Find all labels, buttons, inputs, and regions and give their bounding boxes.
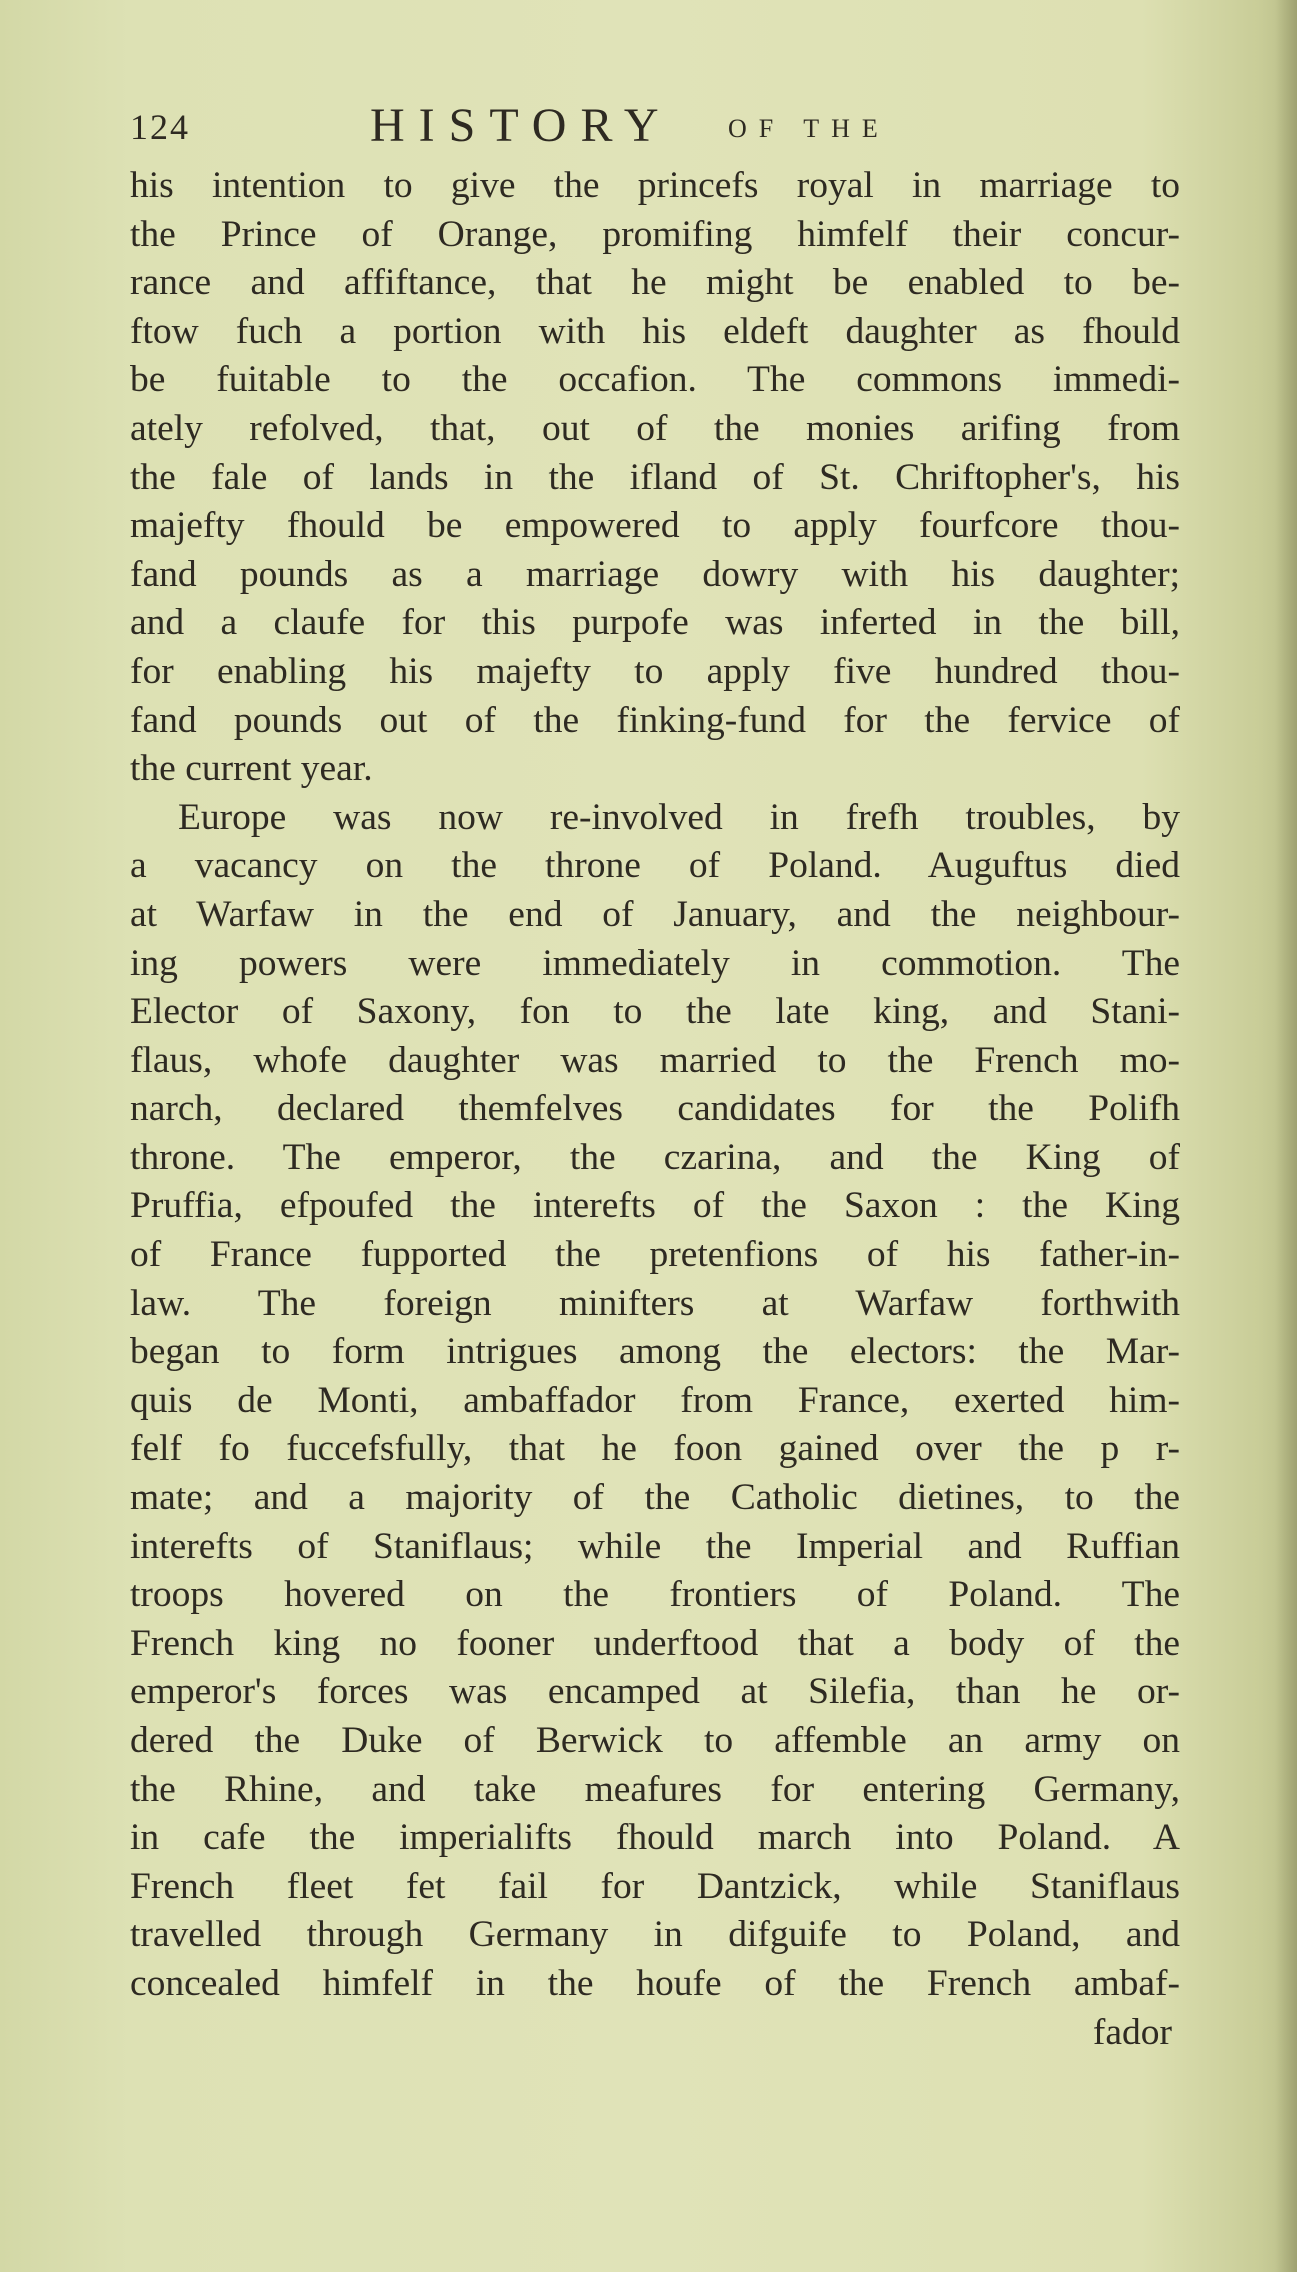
- text-line: at Warfaw in the end of January, and the neighbour-: [130, 893, 1180, 935]
- text-line: concealed himfelf in the houfe of the French ambaf-: [130, 1962, 1180, 2004]
- paragraph-start-line: Europe was now re-involved in frefh troubles, by: [178, 796, 1180, 838]
- text-line: fand pounds as a marriage dowry with his daughter;: [130, 553, 1180, 595]
- running-title: HISTORY: [370, 99, 673, 152]
- text-line: majefty fhould be empowered to apply fourfcore thou-: [130, 505, 1180, 547]
- text-line: emperor's forces was encamped at Silefia, than he or-: [130, 1671, 1180, 1713]
- text-line: narch, declared themfelves candidates for the Polifh: [130, 1088, 1180, 1130]
- text-line: a vacancy on the throne of Poland. Auguftus died: [130, 845, 1180, 887]
- text-line: quis de Monti, ambaffador from France, exerted him-: [130, 1379, 1180, 1421]
- text-line: dered the Duke of Berwick to affemble an army on: [130, 1720, 1180, 1761]
- running-head: [130, 98, 1180, 158]
- text-line: interefts of Staniflaus; while the Imperial and Ruffian: [130, 1525, 1180, 1567]
- text-line: of France fupported the pretenfions of his father-in-: [130, 1234, 1180, 1276]
- text-line: travelled through Germany in difguife to Poland, and: [130, 1914, 1180, 1956]
- text-line: mate; and a majority of the Catholic dietines, to the: [130, 1477, 1180, 1519]
- text-line: French fleet fet fail for Dantzick, while Staniflaus: [130, 1865, 1180, 1907]
- text-line: Pruffia, efpoufed the interefts of the Saxon : the King: [130, 1185, 1180, 1227]
- text-line: the Prince of Orange, promifing himfelf their concur-: [130, 213, 1180, 255]
- page-number: 124: [130, 107, 190, 147]
- running-title-suffix: OF THE: [728, 114, 890, 143]
- text-line: Elector of Saxony, fon to the late king, and Stani-: [130, 991, 1180, 1033]
- text-line: ftow fuch a portion with his eldeft daughter as fhould: [130, 310, 1180, 352]
- text-line: troops hovered on the frontiers of Poland. The: [130, 1574, 1180, 1616]
- text-line: for enabling his majefty to apply five hundred thou-: [130, 650, 1180, 692]
- page-edge-shadow: [1275, 0, 1297, 2272]
- text-line: flaus, whofe daughter was married to the French mo-: [130, 1039, 1180, 1081]
- text-line: law. The foreign minifters at Warfaw forthwith: [130, 1282, 1180, 1324]
- text-line: throne. The emperor, the czarina, and the King of: [130, 1136, 1180, 1178]
- text-line: the fale of lands in the ifland of St. Chriftopher's, his: [130, 456, 1180, 498]
- text-line: felf fo fuccefsfully, that he foon gained over the p r-: [130, 1428, 1180, 1470]
- text-line: in cafe the imperialifts fhould march into Poland. A: [130, 1817, 1180, 1859]
- text-line: and a claufe for this purpofe was inferted in the bill,: [130, 602, 1180, 644]
- text-line: began to form intrigues among the electors: the Mar-: [130, 1331, 1180, 1373]
- text-line: be fuitable to the occafion. The commons immedi-: [130, 359, 1180, 401]
- paragraph-end-line: the current year.: [130, 748, 373, 790]
- text-line: fand pounds out of the finking-fund for the fervice of: [130, 699, 1180, 741]
- text-line: ing powers were immediately in commotion. The: [130, 942, 1180, 984]
- text-line: ately refolved, that, out of the monies arifing from: [130, 407, 1180, 449]
- text-line: his intention to give the princefs royal in marriage to: [130, 165, 1180, 206]
- text-line: the Rhine, and take meafures for entering Germany,: [130, 1768, 1180, 1810]
- text-line: rance and affiftance, that he might be enabled to be-: [130, 262, 1180, 304]
- text-line: French king no fooner underftood that a body of the: [130, 1622, 1180, 1664]
- body-text: [130, 162, 1180, 2057]
- catchword: fador: [1092, 2011, 1172, 2053]
